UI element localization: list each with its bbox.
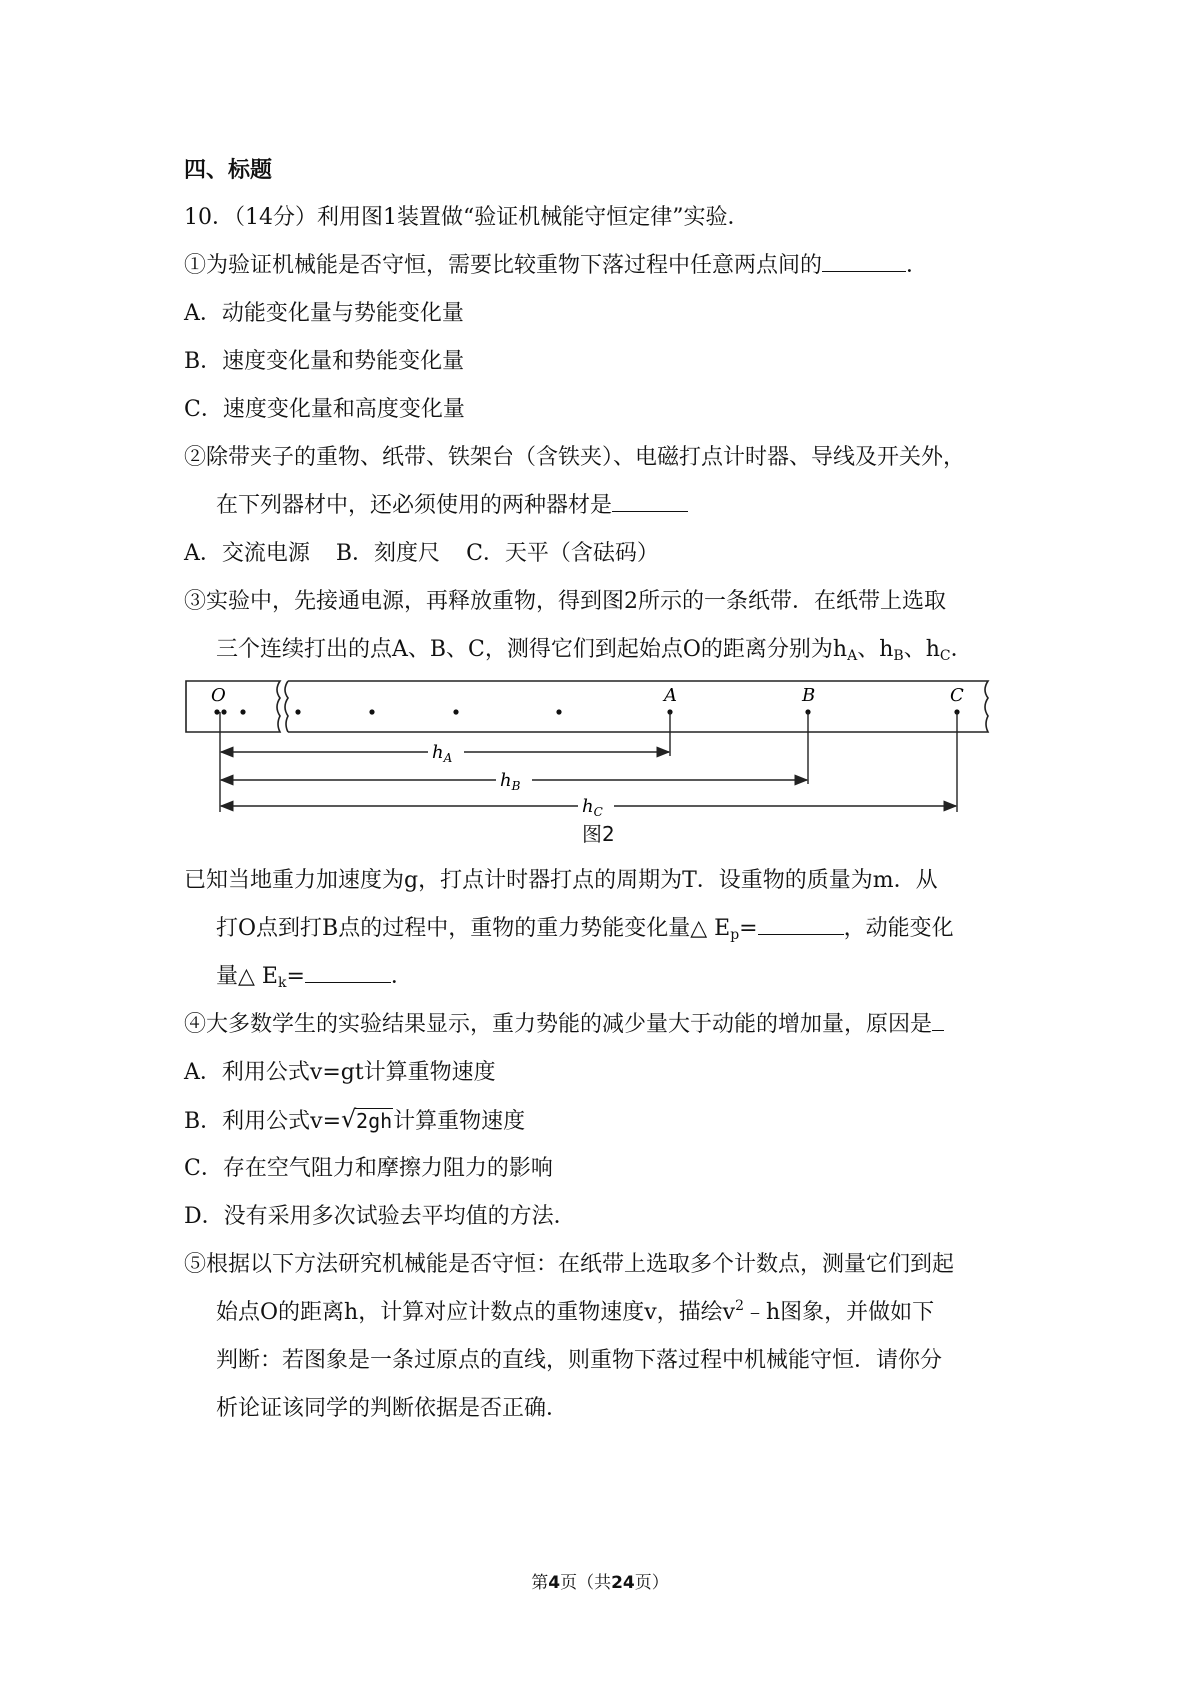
subscript-p: p: [730, 927, 740, 943]
ek-equals: =: [286, 964, 305, 989]
q5-line-3: 判断：若图象是一条过原点的直线，则重物下落过程中机械能守恒．请你分: [216, 1348, 943, 1373]
q3-after-line-1: 已知当地重力加速度为g，打点计时器打点的周期为T．设重物的质量为m．从: [184, 868, 938, 893]
label-point-o: O: [211, 685, 226, 706]
q4-option-c: C．存在空气阻力和摩擦力阻力的影响: [184, 1156, 553, 1181]
tape-dot: [221, 709, 226, 714]
q1-option-c: C．速度变化量和高度变化量: [184, 397, 465, 422]
q2-options: [184, 539, 659, 569]
figure-2-caption: 图2: [582, 822, 615, 846]
q5-line-4: 析论证该同学的判断依据是否正确．: [216, 1396, 569, 1421]
subscript-a: A: [847, 648, 858, 664]
q2-option-c: C．天平（含砝码）: [466, 541, 659, 566]
q2-prompt: 在下列器材中，还必须使用的两种器材是: [216, 493, 613, 518]
q1-answer-blank[interactable]: [822, 251, 906, 272]
q4-option-d: D．没有采用多次试验去平均值的方法．: [184, 1204, 576, 1229]
q4-answer-blank[interactable]: [932, 1010, 944, 1031]
q3-line-2-text: 三个连续打出的点A、B、C，测得它们到起始点O的距离分别为h: [216, 637, 848, 662]
tape-right-segment: [285, 681, 988, 732]
q5-line-1: ⑤根据以下方法研究机械能是否守恒：在纸带上选取多个计数点，测量它们到起: [184, 1252, 955, 1277]
q2-answer-blank[interactable]: [612, 491, 688, 512]
q3-sep-2: 、h: [903, 637, 940, 662]
ep-suffix: ，动能变化: [843, 916, 954, 941]
tape-dot: [295, 709, 300, 714]
ek-prefix: 量△ E: [216, 964, 278, 989]
subscript-b: B: [893, 648, 904, 664]
q5-line-2: [216, 1298, 934, 1328]
q1-prompt-line: [184, 251, 928, 281]
q3-line-1: ③实验中，先接通电源，再释放重物，得到图2所示的一条纸带．在纸带上选取: [184, 589, 946, 614]
sqrt-symbol: √ 2gh: [341, 1105, 393, 1133]
q1-option-a: A．动能变化量与势能变化量: [184, 301, 464, 326]
label-ha: $h_A$: [432, 742, 453, 765]
footer-post: 页）: [634, 1573, 669, 1593]
ek-suffix: ．: [390, 964, 413, 989]
q4-prompt-line: [184, 1010, 944, 1040]
ep-answer-blank[interactable]: [758, 914, 844, 935]
q4-option-a: A．利用公式v=gt计算重物速度: [184, 1060, 496, 1085]
page-footer: [0, 1568, 1200, 1593]
ek-answer-blank[interactable]: [305, 962, 391, 983]
footer-mid: 页（共: [560, 1573, 612, 1593]
q3-line-2-end: ．: [950, 637, 973, 662]
q3-after-line-2: [216, 914, 954, 944]
label-point-a: A: [664, 685, 677, 706]
footer-page-number: 4: [548, 1573, 561, 1593]
section-title: 四、标题: [184, 157, 273, 183]
q4-option-b: [184, 1106, 525, 1137]
q1-option-b: B．速度变化量和势能变化量: [184, 349, 465, 374]
q2-line-2: [216, 491, 688, 521]
q5-line-2-text: 始点O的距离h，计算对应计数点的重物速度v，描绘v: [216, 1300, 736, 1325]
ep-equals: =: [739, 916, 758, 941]
label-point-c: C: [950, 685, 964, 706]
q1-end: ．: [906, 253, 929, 278]
tape-dot: [240, 709, 245, 714]
q4-option-b-suffix: 计算重物速度: [393, 1109, 526, 1134]
tape-dot: [369, 709, 374, 714]
q4-option-b-prefix: B．利用公式v=: [184, 1109, 342, 1134]
label-hb: $h_B$: [500, 770, 521, 793]
question-10-header: 10．（14分）利用图1装置做“验证机械能守恒定律”实验．: [184, 205, 750, 230]
tape-left-segment: [186, 681, 280, 732]
subscript-k: k: [277, 975, 287, 991]
q3-sep-1: 、h: [857, 637, 894, 662]
sqrt-radicand: 2gh: [356, 1109, 393, 1133]
tape-dot: [556, 709, 561, 714]
q2-line-1: ②除带夹子的重物、纸带、铁架台（含铁夹）、电磁打点计时器、导线及开关外，: [184, 445, 966, 470]
q1-prompt: ①为验证机械能是否守恒，需要比较重物下落过程中任意两点间的: [184, 253, 823, 278]
footer-total-pages: 24: [611, 1573, 635, 1593]
superscript-2: 2: [735, 1298, 744, 1314]
label-point-b: B: [802, 685, 816, 706]
q3-line-2: [216, 635, 973, 665]
q2-option-b: B．刻度尺: [335, 541, 441, 566]
subscript-c: C: [939, 648, 951, 664]
q3-after-line-3: [216, 962, 413, 992]
figure-2-paper-tape: [180, 672, 1020, 816]
label-hc: $h_C$: [582, 796, 603, 816]
tape-dot-o: [214, 709, 219, 714]
q5-line-2-rest: ﹣h图象，并做如下: [744, 1300, 935, 1325]
tape-dot: [453, 709, 458, 714]
q2-option-a: A．交流电源: [184, 541, 310, 566]
q4-prompt: ④大多数学生的实验结果显示，重力势能的减少量大于动能的增加量，原因是: [184, 1012, 933, 1037]
footer-pre: 第: [531, 1573, 549, 1593]
ep-prefix: 打O点到打B点的过程中，重物的重力势能变化量△ E: [216, 916, 731, 941]
